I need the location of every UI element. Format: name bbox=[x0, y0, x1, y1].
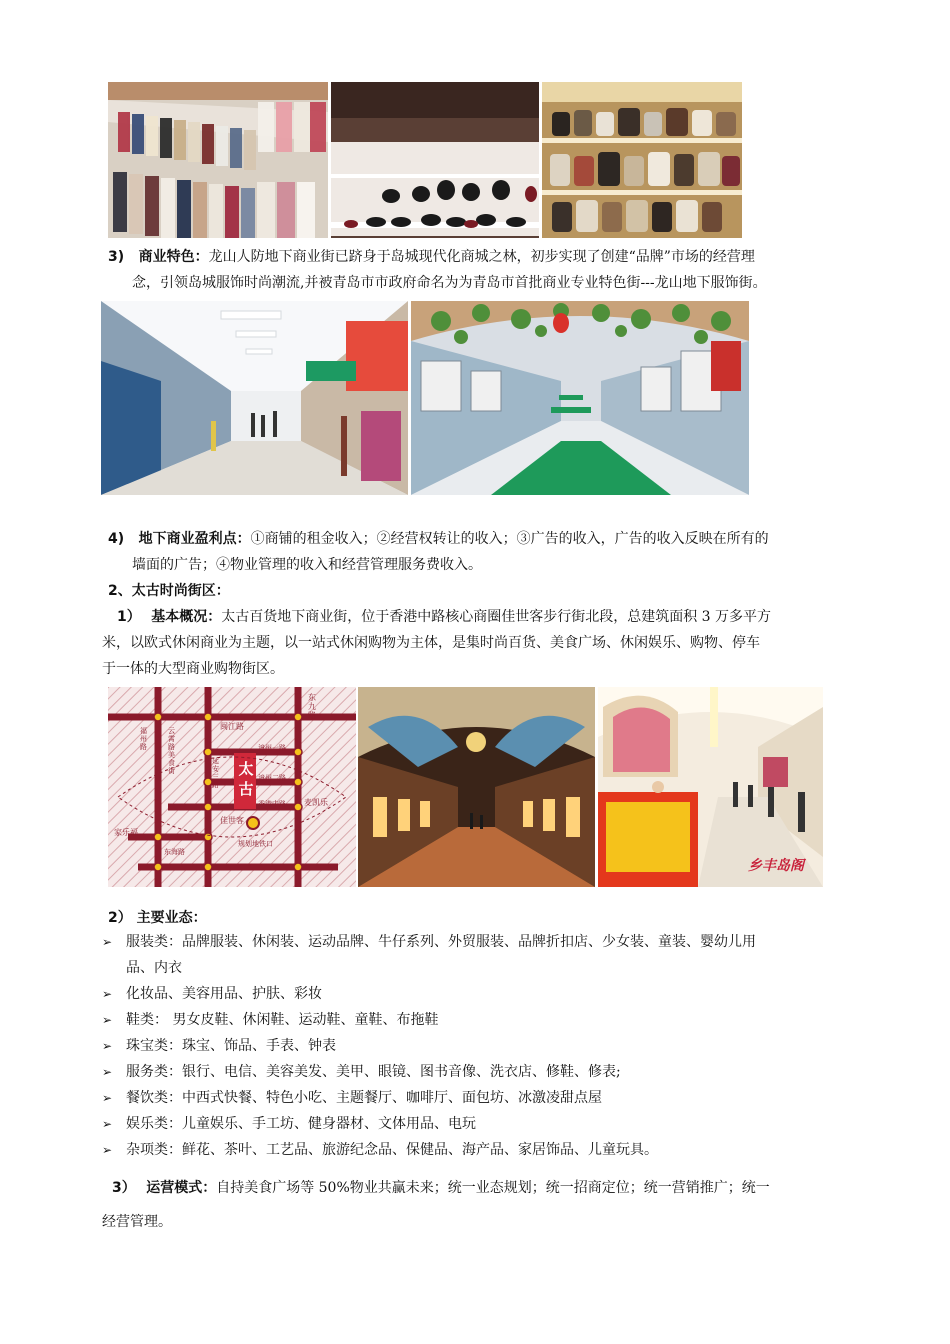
section-3-line1 bbox=[108, 248, 755, 266]
basic-number: 1） bbox=[117, 609, 141, 625]
map-road-label: 规划地铁口 bbox=[238, 840, 273, 848]
map-road-label: 家乐福 bbox=[114, 828, 138, 837]
main-biz-title: 2） 主要业态： bbox=[108, 910, 207, 926]
biz-item: 娱乐类：儿童娱乐、手工坊、健身器材、文体用品、电玩 bbox=[126, 1116, 476, 1132]
food-plaza-photo bbox=[598, 687, 823, 887]
clothing-store-photo bbox=[108, 82, 328, 238]
biz-item: 化妆品、美容用品、护肤、彩妆 bbox=[126, 986, 322, 1002]
underground-gallery-photo bbox=[411, 301, 749, 495]
map-road-label: 东海路 bbox=[164, 848, 185, 856]
bullet-icon: ➢ bbox=[102, 1143, 113, 1157]
tunnel-mall-photo bbox=[358, 687, 595, 887]
section-3-number: 3) bbox=[108, 249, 125, 265]
section-3-heading: 商业特色： bbox=[138, 249, 209, 265]
section-2-title: 2、太古时尚街区： bbox=[108, 583, 230, 599]
basic-line1 bbox=[117, 608, 771, 626]
biz-item-continuation: 品、内衣 bbox=[126, 960, 182, 976]
section-3-text-2: 念，引领岛城服饰时尚潮流,并被青岛市市政府命名为为青岛市首批商业专业特色街---龙山地下服饰街。 bbox=[132, 275, 767, 291]
map-road-label: 福州路 bbox=[140, 727, 147, 751]
section-4-text-2: 墙面的广告；④物业管理的收入和经营管理服务费收入。 bbox=[132, 557, 482, 573]
section-4-text-1: ①商铺的租金收入；②经营权转让的收入；③广告的收入，广告的收入反映在所有的 bbox=[250, 531, 769, 547]
map-center-label: 太古 bbox=[238, 760, 254, 798]
basic-line3: 于一体的大型商业购物街区。 bbox=[102, 661, 284, 677]
bullet-icon: ➢ bbox=[102, 1013, 113, 1027]
basic-heading: 基本概况： bbox=[151, 609, 222, 625]
ops-text-1: 自持美食广场等 50%物业共赢未来；统一业态规划；统一招商定位；统一营销推广；统一 bbox=[216, 1180, 770, 1196]
ops-line1 bbox=[112, 1179, 770, 1197]
map-road-label: 麦凯乐 bbox=[304, 798, 328, 807]
map-road-label: 漳州二路 bbox=[258, 774, 286, 782]
biz-item: 服务类：银行、电信、美容美发、美甲、眼镜、图书音像、洗衣店、修鞋、修表; bbox=[126, 1064, 621, 1080]
map-road-label: 东九路 bbox=[308, 693, 316, 720]
bullet-icon: ➢ bbox=[102, 1091, 113, 1105]
biz-item: 鞋类： 男女皮鞋、休闲鞋、运动鞋、童鞋、布拖鞋 bbox=[126, 1012, 439, 1028]
mall-sign-logo: 乡丰岛阁 bbox=[748, 858, 804, 874]
basic-text-1: 太古百货地下商业街，位于香港中路核心商圈佳世客步行街北段，总建筑面积 3 万多平方 bbox=[221, 609, 772, 625]
ops-heading: 运营模式： bbox=[146, 1180, 217, 1196]
ops-number: 3） bbox=[112, 1180, 136, 1196]
biz-item: 杂项类：鲜花、茶叶、工艺品、旅游纪念品、保健品、海产品、家居饰品、儿童玩具。 bbox=[126, 1142, 658, 1158]
section-4-line2 bbox=[132, 556, 482, 574]
section-4-line1 bbox=[108, 530, 769, 548]
shoe-shelf-photo bbox=[331, 82, 539, 238]
biz-item: 餐饮类：中西式快餐、特色小吃、主题餐厅、咖啡厅、面包坊、冰激凌甜点屋 bbox=[126, 1090, 602, 1106]
map-road-label: 延安三路 bbox=[212, 757, 219, 789]
bullet-icon: ➢ bbox=[102, 1039, 113, 1053]
map-road-label: 佳世客 bbox=[220, 816, 244, 825]
handbag-display-photo bbox=[542, 82, 742, 238]
section-3-line2 bbox=[132, 274, 767, 292]
location-map bbox=[108, 687, 356, 887]
map-road-label: 云霄路美食街 bbox=[168, 727, 175, 775]
bullet-icon: ➢ bbox=[102, 1117, 113, 1131]
basic-line2: 米，以欧式休闲商业为主题，以一站式休闲购物为主体，是集时尚百货、美食广场、休闲娱乐、购物、停车 bbox=[102, 635, 760, 651]
biz-item: 服装类：品牌服装、休闲装、运动品牌、牛仔系列、外贸服装、品牌折扣店、少女装、童装、婴幼儿用 bbox=[126, 934, 756, 950]
biz-item: 珠宝类：珠宝、饰品、手表、钟表 bbox=[126, 1038, 336, 1054]
section-4-heading: 地下商业盈利点： bbox=[138, 531, 251, 547]
section-4-number: 4) bbox=[108, 531, 125, 547]
mall-corridor-photo bbox=[101, 301, 408, 495]
map-road-label: 闽江路 bbox=[220, 722, 244, 731]
ops-line2: 经营管理。 bbox=[102, 1214, 172, 1230]
bullet-icon: ➢ bbox=[102, 1065, 113, 1079]
bullet-icon: ➢ bbox=[102, 987, 113, 1001]
map-road-label: 漳州一路 bbox=[258, 744, 286, 752]
bullet-icon: ➢ bbox=[102, 935, 113, 949]
section-3-text-1: 龙山人防地下商业街已跻身于岛城现代化商城之林，初步实现了创建“品牌”市场的经营理 bbox=[208, 249, 755, 265]
map-road-label: 香港中路 bbox=[258, 800, 286, 808]
